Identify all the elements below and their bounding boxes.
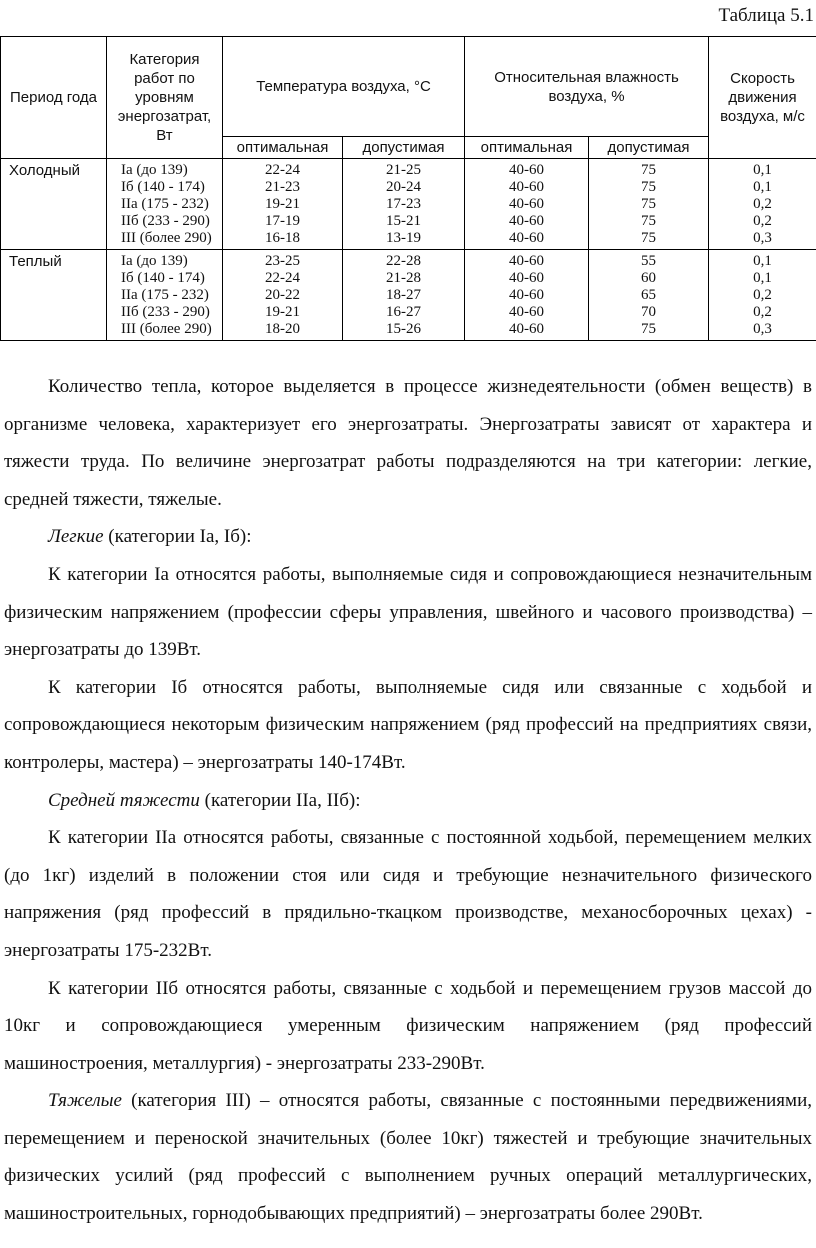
temp-optimal-cell: 22-24 [265,162,300,178]
paragraph-category-ia: К категории Iа относятся работы, выполняемые сидя и сопровождающиеся незначительным физическим напряжением (профессии сферы управления, швейного и часового производства) – энергозатраты до 139Вт. [4,563,812,661]
category-cell: Iа (до 139) [121,253,188,269]
air-speed-cell: 0,1 [753,253,772,269]
period-warm: Теплый [1,250,107,341]
air-speed-cell: 0,2 [753,287,772,303]
humidity-permissible-cell: 60 [641,270,657,286]
temp-permissible-cell: 15-21 [386,213,421,229]
temp-optimal-cell: 17-19 [265,213,300,229]
header-humidity: Относительная влажность воздуха, % [465,37,709,137]
humidity-permissible-cell: 75 [641,196,657,212]
temp-optimal-cell: 20-22 [265,287,300,303]
temp-permissible-cell: 18-27 [386,287,421,303]
temp-permissible-cell: 20-24 [386,179,421,195]
period-cold: Холодный [1,159,107,250]
temp-permissible-cell: 22-28 [386,253,421,269]
air-speed-cell: 0,2 [753,196,772,212]
category-cell: IIб (233 - 290) [121,213,210,229]
body-text [4,368,812,1233]
category-cell: Iа (до 139) [121,162,188,178]
header-temp-optimal: оптимальная [223,137,343,159]
category-cell: IIа (175 - 232) [121,287,209,303]
table-row-warm [1,250,816,341]
category-cell: Iб (140 - 174) [121,179,205,195]
humidity-optimal-cell: 40-60 [509,179,545,195]
temp-permissible-cell: 17-23 [386,196,421,212]
air-speed-cell: 0,2 [753,213,772,229]
temp-optimal-cell: 19-21 [265,196,300,212]
humidity-optimal-cell: 40-60 [509,196,545,212]
air-speed-cell: 0,3 [753,321,772,337]
light-rest: (категории Iа, Iб): [103,526,252,548]
temp-permissible-cell: 13-19 [386,230,421,246]
air-speed-cell: 0,1 [753,179,772,195]
heavy-term: Тяжелые [48,1090,122,1112]
medium-term: Средней тяжести [48,789,200,811]
humidity-permissible-cell: 70 [641,304,657,320]
header-period: Период года [1,37,107,159]
temp-permissible-cell: 15-26 [386,321,421,337]
humidity-permissible-cell: 75 [641,213,657,229]
air-speed-cell: 0,3 [753,230,772,246]
humidity-permissible-cell: 75 [641,162,657,178]
category-cell: III (более 290) [121,230,212,246]
paragraph-category-iia: К категории IIа относятся работы, связанные с постоянной ходьбой, перемещением мелких (до 1кг) изделий в положении стоя или сидя и требующие незначительного физического напряжения (ряд профессий в прядильно-ткацком производстве, механосборочных цехах) - энергозатраты 175-232Вт. [4,827,812,961]
category-cell: III (более 290) [121,321,212,337]
temp-optimal-cell: 16-18 [265,230,300,246]
humidity-permissible-cell: 55 [641,253,657,269]
paragraph-intro: Количество тепла, которое выделяется в процессе жизнедеятельности (обмен веществ) в организме человека, характеризует его энергозатраты. Энергозатраты зависят от характера и тяжести труда. По величине энергозатрат работы подразделяются на три категории: легкие, средней тяжести, тяжелые. [4,376,812,510]
paragraph-heavy [4,1082,812,1232]
header-humidity-optimal: оптимальная [465,137,589,159]
header-temp-permissible: допустимая [343,137,465,159]
temp-optimal-cell: 23-25 [265,253,300,269]
temp-optimal-cell: 18-20 [265,321,300,337]
paragraph-medium-heading [4,782,812,820]
temp-optimal-cell: 19-21 [265,304,300,320]
air-speed-cell: 0,1 [753,162,772,178]
medium-rest: (категории IIа, IIб): [199,789,361,811]
temp-optimal-cell: 21-23 [265,179,300,195]
humidity-permissible-cell: 75 [641,230,657,246]
header-humidity-permissible: допустимая [589,137,709,159]
humidity-optimal-cell: 40-60 [509,304,545,320]
category-cell: Iб (140 - 174) [121,270,205,286]
humidity-optimal-cell: 40-60 [509,213,545,229]
humidity-optimal-cell: 40-60 [509,321,545,337]
humidity-optimal-cell: 40-60 [509,253,545,269]
temp-permissible-cell: 21-28 [386,270,421,286]
microclimate-norms-table [0,36,816,341]
temp-permissible-cell: 16-27 [386,304,421,320]
heavy-rest: (категория III) – относятся работы, связанные с постоянными передвижениями, перемещением и переноской значительных (более 10кг) тяжестей и требующие значительных физических усилий (ряд профессий с выполнением ручных операций металлургических, машиностроительных, горнодобывающих предприятий) – энергозатраты более 290Вт. [4,1090,812,1225]
humidity-optimal-cell: 40-60 [509,230,545,246]
humidity-permissible-cell: 75 [641,179,657,195]
header-category: Категория работ по уровням энергозатрат, Вт [107,37,223,159]
air-speed-cell: 0,2 [753,304,772,320]
category-cell: IIа (175 - 232) [121,196,209,212]
humidity-permissible-cell: 75 [641,321,657,337]
temp-optimal-cell: 22-24 [265,270,300,286]
temp-permissible-cell: 21-25 [386,162,421,178]
humidity-optimal-cell: 40-60 [509,162,545,178]
header-air-speed: Скорость движения воздуха, м/с [709,37,816,159]
air-speed-cell: 0,1 [753,270,772,286]
light-term: Легкие [48,526,104,548]
humidity-permissible-cell: 65 [641,287,657,303]
paragraph-category-ib: К категории Iб относятся работы, выполняемые сидя или связанные с ходьбой и сопровождающиеся некоторым физическим напряжением (ряд профессий на предприятиях связи, контролеры, мастера) – энергозатраты 140-174Вт. [4,676,812,773]
header-temperature: Температура воздуха, °С [223,37,465,137]
table-caption: Таблица 5.1 [718,5,814,26]
humidity-optimal-cell: 40-60 [509,270,545,286]
category-cell: IIб (233 - 290) [121,304,210,320]
humidity-optimal-cell: 40-60 [509,287,545,303]
table-row-cold [1,159,816,250]
paragraph-light-heading [4,518,812,556]
paragraph-category-iib: К категории IIб относятся работы, связанные с ходьбой и перемещением грузов массой до 10кг и сопровождающиеся умеренным физическим напряжением (ряд профессий машиностроения, металлургия) - энергозатраты 233-290Вт. [4,977,812,1074]
